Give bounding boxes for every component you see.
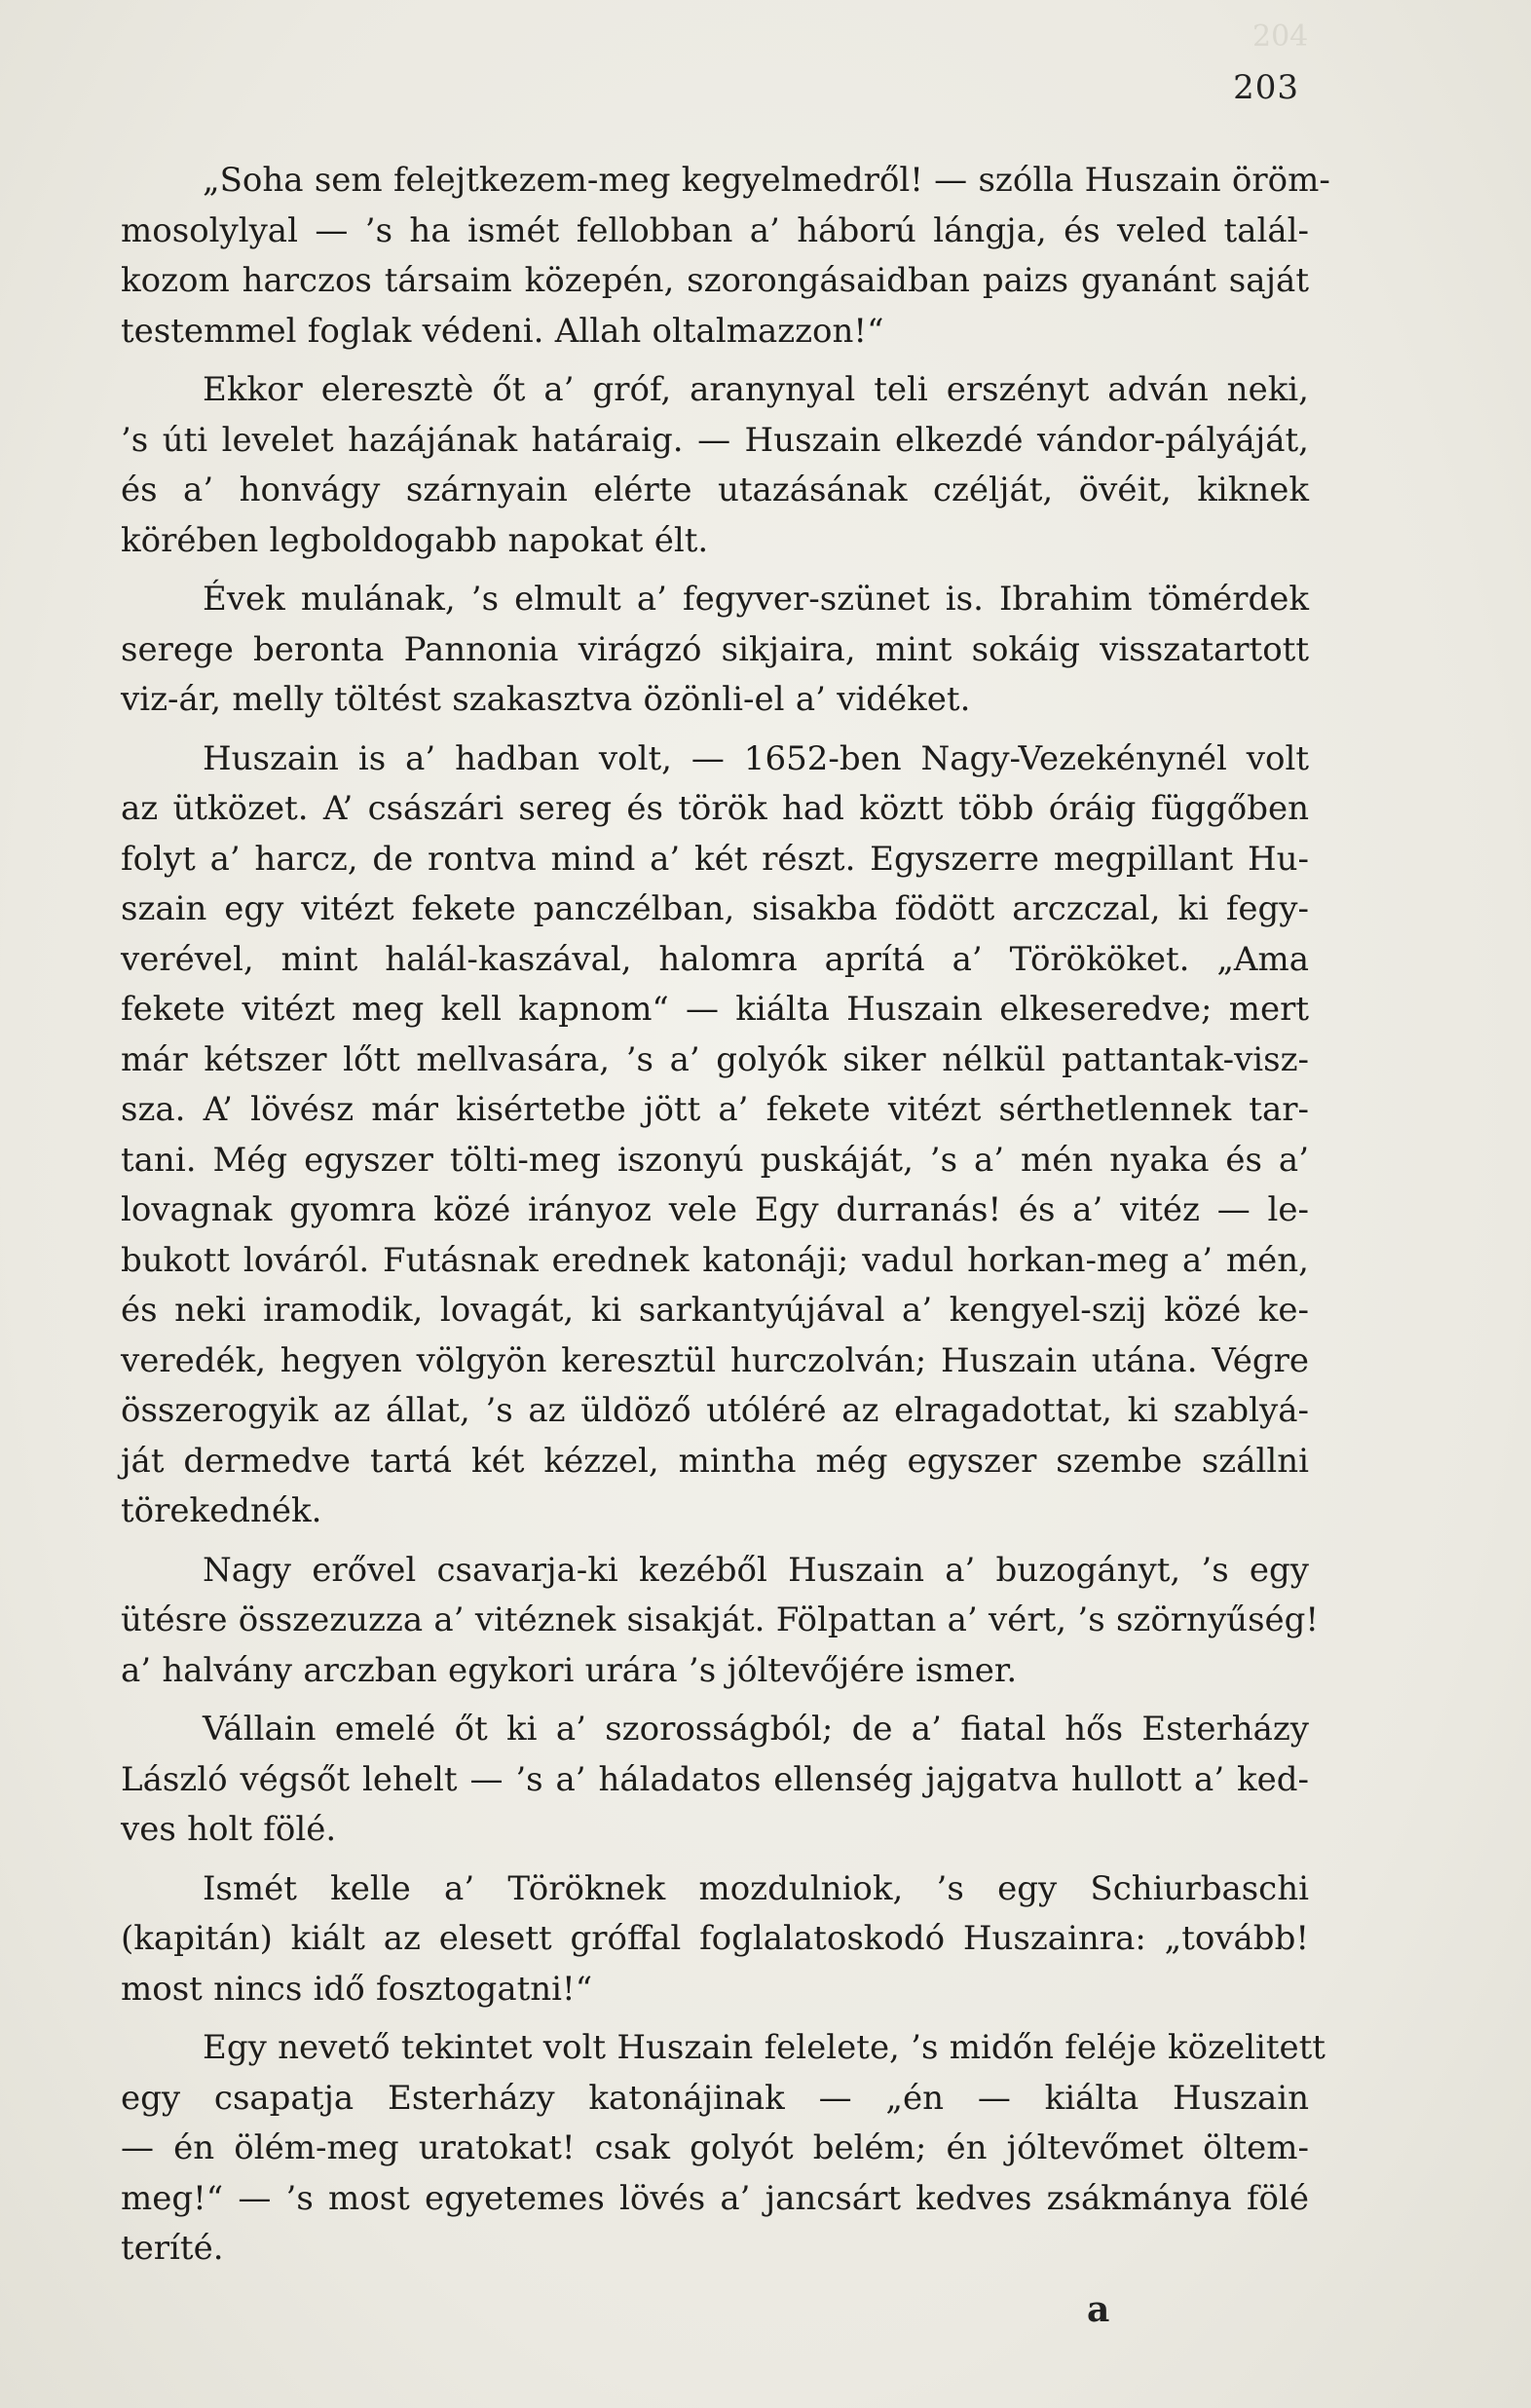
text-line: ’s úti levelet hazájának határaig. — Huszain elkezdé vándor-pályáját, xyxy=(121,420,1309,460)
text-line: testemmel foglak védeni. Allah oltalmazzon!“ xyxy=(121,311,884,351)
text-line: viz-ár, melly töltést szakasztva özönli-el a’ vidéket. xyxy=(121,680,971,719)
text-line: már kétszer lőtt mellvasára, ’s a’ golyók siker nélkül pattantak-visz- xyxy=(121,1039,1309,1079)
text-line: veredék, hegyen völgyön keresztül hurczolván; Huszain utána. Végre xyxy=(121,1340,1309,1380)
paragraph xyxy=(121,156,1330,357)
paragraph xyxy=(121,734,1309,1537)
paragraph-gap xyxy=(121,2014,1309,2023)
text-line: egy csapatja Esterházy katonájinak — „én — kiálta Huszain xyxy=(121,2078,1309,2118)
text-line: serege beronta Pannonia virágzó sikjaira, mint sokáig visszatartott xyxy=(121,629,1309,669)
text-line: kozom harczos társaim közepén, szorongásaidban paizs gyanánt saját xyxy=(121,261,1309,300)
paragraph-gap xyxy=(121,357,1309,365)
paragraph-gap xyxy=(121,1856,1309,1864)
text-line: szain egy vitézt fekete panczélban, sisakba födött arczczal, ki fegy- xyxy=(121,889,1309,928)
paragraph xyxy=(121,1546,1320,1697)
text-line: meg!“ — ’s most egyetemes lövés a’ jancsárt kedves zsákmánya fölé xyxy=(121,2178,1309,2218)
text-line: lovagnak gyomra közé irányoz vele Egy durranás! és a’ vitéz — le- xyxy=(121,1190,1309,1229)
bleed-through-page-number: 204 xyxy=(1252,19,1309,54)
text-line: törekednék. xyxy=(121,1491,322,1530)
text-line: ütésre összezuzza a’ vitéznek sisakját. Fölpattan a’ vért, ’s szörnyűség! xyxy=(121,1600,1320,1639)
text-line: az ütközet. A’ császári sereg és török had köztt több óráig függőben xyxy=(121,789,1309,828)
text-line: verével, mint halál-kaszával, halomra aprítá a’ Törököket. „Ama xyxy=(121,939,1309,979)
paragraph xyxy=(121,1705,1309,1856)
paragraph-gap xyxy=(121,1696,1309,1705)
text-line: folyt a’ harcz, de rontva mind a’ két részt. Egyszerre megpillant Hu- xyxy=(121,839,1309,879)
text-line: mosolylyal — ’s ha ismét fellobban a’ háború lángja, és veled talál- xyxy=(121,210,1309,250)
text-line: és a’ honvágy szárnyain elérte utazásának czélját, övéit, kiknek xyxy=(121,470,1309,509)
paragraph-gap xyxy=(121,1537,1309,1546)
text-line: ját dermedve tartá két kézzel, mintha még egyszer szembe szállni xyxy=(121,1441,1309,1481)
paragraph xyxy=(121,1864,1309,2015)
text-line: Ismét kelle a’ Töröknek mozdulniok, ’s egy Schiurbaschi xyxy=(203,1868,1309,1908)
body-text xyxy=(121,156,1330,2275)
paragraph xyxy=(121,365,1309,566)
text-line: a’ halvány arczban egykori urára ’s jóltevőjére ismer. xyxy=(121,1650,1018,1690)
text-line: bukott lováról. Futásnak erednek katonáji; vadul horkan-meg a’ mén, xyxy=(121,1240,1309,1280)
page-number: 203 xyxy=(1233,68,1299,107)
text-line: teríté. xyxy=(121,2229,224,2268)
text-line: Huszain is a’ hadban volt, — 1652-ben Nagy-Vezekénynél volt xyxy=(203,738,1309,778)
text-line: — én ölém-meg uratokat! csak golyót belém; én jóltevőmet öltem- xyxy=(121,2128,1309,2167)
text-line: és neki iramodik, lovagát, ki sarkantyújával a’ kengyel-szij közé ke- xyxy=(121,1291,1309,1330)
text-line: összerogyik az állat, ’s az üldöző utóléré az elragadottat, ki szablyá- xyxy=(121,1391,1309,1430)
text-line: László végsőt lehelt — ’s a’ háladatos ellenség jajgatva hullott a’ ked- xyxy=(121,1759,1309,1799)
text-line: fekete vitézt meg kell kapnom“ — kiálta Huszain elkeseredve; mert xyxy=(121,990,1309,1029)
paragraph-gap xyxy=(121,726,1309,734)
signature-mark: a xyxy=(1087,2289,1110,2330)
text-line: Nagy erővel csavarja-ki kezéből Huszain a’ buzogányt, ’s egy xyxy=(203,1550,1309,1590)
text-line: tani. Még egyszer tölti-meg iszonyú puskáját, ’s a’ mén nyaka és a’ xyxy=(121,1140,1309,1180)
text-line: Ekkor eleresztè őt a’ gróf, aranynyal teli erszényt adván neki, xyxy=(203,370,1309,409)
paragraph-gap xyxy=(121,566,1309,575)
text-line: Évek mulának, ’s elmult a’ fegyver-szünet is. Ibrahim tömérdek xyxy=(203,580,1309,619)
text-line: Egy nevető tekintet volt Huszain felelete, ’s midőn feléje közelitett xyxy=(203,2028,1326,2067)
paragraph xyxy=(121,2023,1326,2275)
text-line: „Soha sem felejtkezem-meg kegyelmedről! — szólla Huszain öröm- xyxy=(203,161,1330,200)
text-line: most nincs idő fosztogatni!“ xyxy=(121,1969,593,2009)
text-line: körében legboldogabb napokat élt. xyxy=(121,520,709,560)
text-line: Vállain emelé őt ki a’ szorosságból; de a’ fiatal hős Esterházy xyxy=(203,1710,1309,1749)
text-line: ves holt fölé. xyxy=(121,1810,337,1849)
paragraph xyxy=(121,575,1309,726)
text-line: (kapitán) kiált az elesett gróffal foglalatoskodó Huszainra: „tovább! xyxy=(121,1919,1309,1958)
text-line: sza. A’ lövész már kisértetbe jött a’ fekete vitézt sérthetlennek tar- xyxy=(121,1090,1309,1129)
